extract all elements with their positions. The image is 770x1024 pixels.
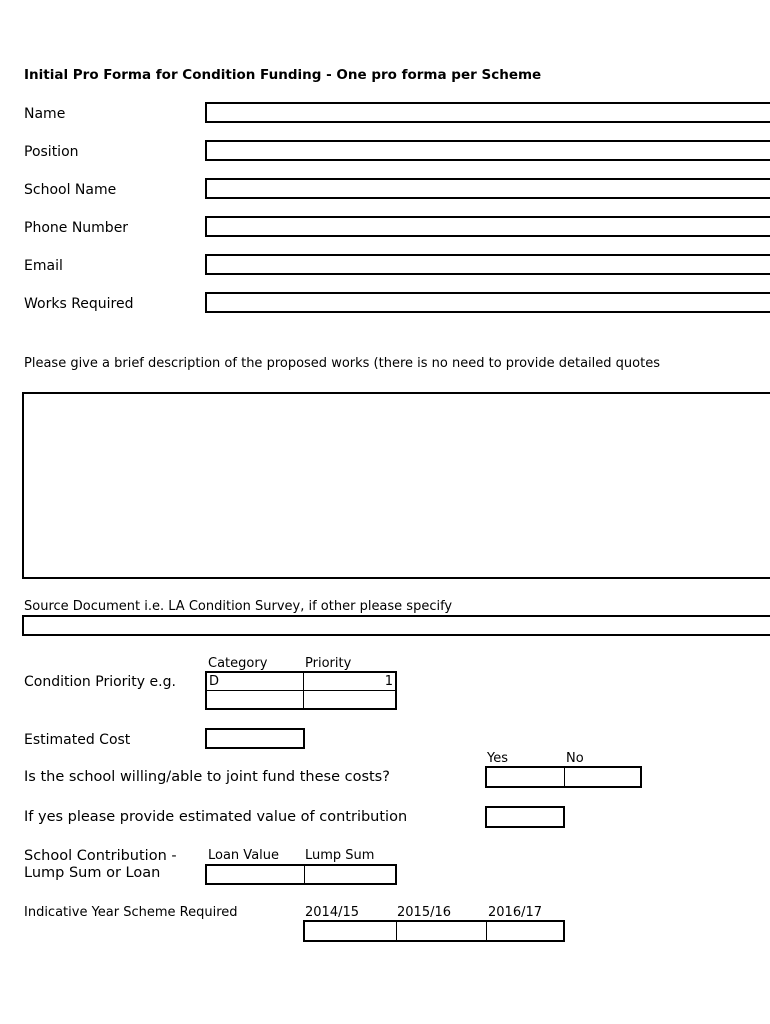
- year-cell-2015-16[interactable]: [397, 922, 486, 940]
- priority-input-cell[interactable]: [304, 691, 395, 708]
- position-label: Position: [24, 144, 79, 160]
- yes-header: Yes: [487, 751, 508, 766]
- joint-fund-question: Is the school willing/able to joint fund these costs?: [24, 769, 390, 785]
- lump-sum-header: Lump Sum: [305, 848, 375, 863]
- category-input-cell[interactable]: [207, 691, 303, 708]
- condition-priority-table: [205, 671, 397, 710]
- example-priority-cell[interactable]: 1: [384, 674, 393, 689]
- year-cell-2016-17[interactable]: [487, 922, 563, 940]
- description-prompt: Please give a brief description of the proposed works (there is no need to provide detailed quotes: [24, 356, 660, 371]
- indicative-year-label: Indicative Year Scheme Required: [24, 905, 238, 920]
- phone-number-label: Phone Number: [24, 220, 129, 236]
- works-required-label: Works Required: [24, 296, 134, 312]
- year-header-1: 2014/15: [305, 905, 360, 920]
- school-contribution-label-line2: Lump Sum or Loan: [24, 865, 161, 881]
- no-header: No: [566, 751, 584, 766]
- no-cell[interactable]: [565, 768, 640, 786]
- email-field[interactable]: [205, 254, 770, 275]
- yes-cell[interactable]: [487, 768, 564, 786]
- school-name-label: School Name: [24, 182, 117, 198]
- priority-header: Priority: [305, 656, 352, 671]
- name-label: Name: [24, 106, 66, 122]
- loan-value-header: Loan Value: [208, 848, 280, 863]
- school-name-field[interactable]: [205, 178, 770, 199]
- email-label: Email: [24, 258, 63, 274]
- description-textarea[interactable]: [22, 392, 770, 579]
- lump-sum-cell[interactable]: [305, 866, 395, 883]
- example-category-cell[interactable]: D: [209, 674, 220, 689]
- category-header: Category: [208, 656, 268, 671]
- contribution-value-field[interactable]: [485, 806, 565, 828]
- year-header-2: 2015/16: [397, 905, 452, 920]
- phone-number-field[interactable]: [205, 216, 770, 237]
- school-contribution-boxes: [205, 864, 397, 885]
- form-title: Initial Pro Forma for Condition Funding - One pro forma per Scheme: [24, 67, 542, 83]
- year-cell-2014-15[interactable]: [305, 922, 396, 940]
- year-header-3: 2016/17: [488, 905, 543, 920]
- works-required-field[interactable]: [205, 292, 770, 313]
- indicative-year-boxes: [303, 920, 565, 942]
- position-field[interactable]: [205, 140, 770, 161]
- loan-value-cell[interactable]: [207, 866, 304, 883]
- contribution-value-label: If yes please provide estimated value of contribution: [24, 809, 408, 825]
- source-document-field[interactable]: [22, 615, 770, 636]
- name-field[interactable]: [205, 102, 770, 123]
- estimated-cost-field[interactable]: [205, 728, 305, 749]
- school-contribution-label-line1: School Contribution -: [24, 848, 177, 864]
- condition-priority-label: Condition Priority e.g.: [24, 674, 176, 690]
- joint-fund-boxes: [485, 766, 642, 788]
- estimated-cost-label: Estimated Cost: [24, 732, 131, 748]
- source-document-label: Source Document i.e. LA Condition Survey, if other please specify: [24, 599, 453, 614]
